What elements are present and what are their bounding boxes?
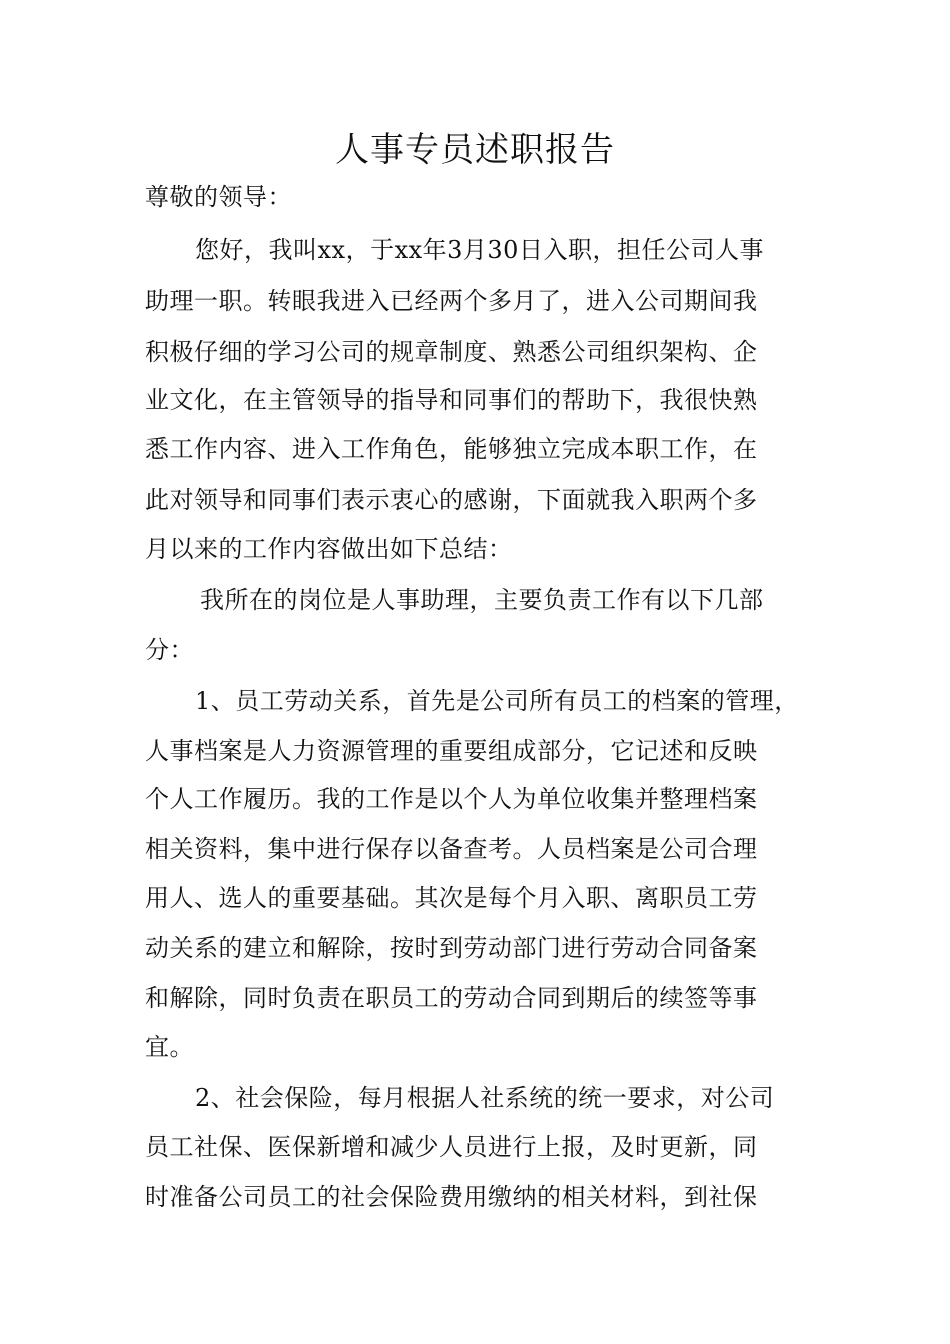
paragraph-line: 时准备公司员工的社会保险费用缴纳的相关材料，到社保 — [145, 1183, 758, 1211]
paragraph-line: 相关资料，集中进行保存以备查考。人员档案是公司合理 — [145, 835, 758, 863]
paragraph-line: 此对领导和同事们表示衷心的感谢，下面就我入职两个多 — [145, 486, 758, 514]
paragraph-line: 业文化，在主管领导的指导和同事们的帮助下，我很快熟 — [145, 386, 758, 414]
paragraph-line: 悉工作内容、进入工作角色，能够独立完成本职工作，在 — [145, 435, 758, 463]
greeting: 尊敬的领导： — [145, 183, 292, 211]
paragraph-line: 积极仔细的学习公司的规章制度、熟悉公司组织架构、企 — [145, 338, 758, 366]
paragraph-line: 宜。 — [145, 1033, 194, 1061]
paragraph-line: 用人、选人的重要基础。其次是每个月入职、离职员工劳 — [145, 884, 758, 912]
paragraph-line: 分： — [145, 636, 194, 664]
paragraph-line: 和解除，同时负责在职员工的劳动合同到期后的续签等事 — [145, 984, 758, 1012]
document-title: 人事专员述职报告 — [335, 130, 615, 170]
paragraph-line: 1、员工劳动关系，首先是公司所有员工的档案的管理， — [195, 687, 799, 715]
paragraph-line: 月以来的工作内容做出如下总结： — [145, 535, 513, 563]
paragraph-line: 个人工作履历。我的工作是以个人为单位收集并整理档案 — [145, 785, 758, 813]
paragraph-line: 您好，我叫xx，于xx年3月30日入职，担任公司人事 — [195, 236, 764, 264]
paragraph-line: 助理一职。转眼我进入已经两个多月了，进入公司期间我 — [145, 287, 758, 315]
paragraph-line: 我所在的岗位是人事助理，主要负责工作有以下几部 — [200, 586, 764, 614]
paragraph-line: 人事档案是人力资源管理的重要组成部分，它记述和反映 — [145, 737, 758, 765]
paragraph-line: 动关系的建立和解除，按时到劳动部门进行劳动合同备案 — [145, 934, 758, 962]
paragraph-line: 2、社会保险，每月根据人社系统的统一要求，对公司 — [195, 1084, 775, 1112]
paragraph-line: 员工社保、医保新增和减少人员进行上报，及时更新，同 — [145, 1133, 758, 1161]
